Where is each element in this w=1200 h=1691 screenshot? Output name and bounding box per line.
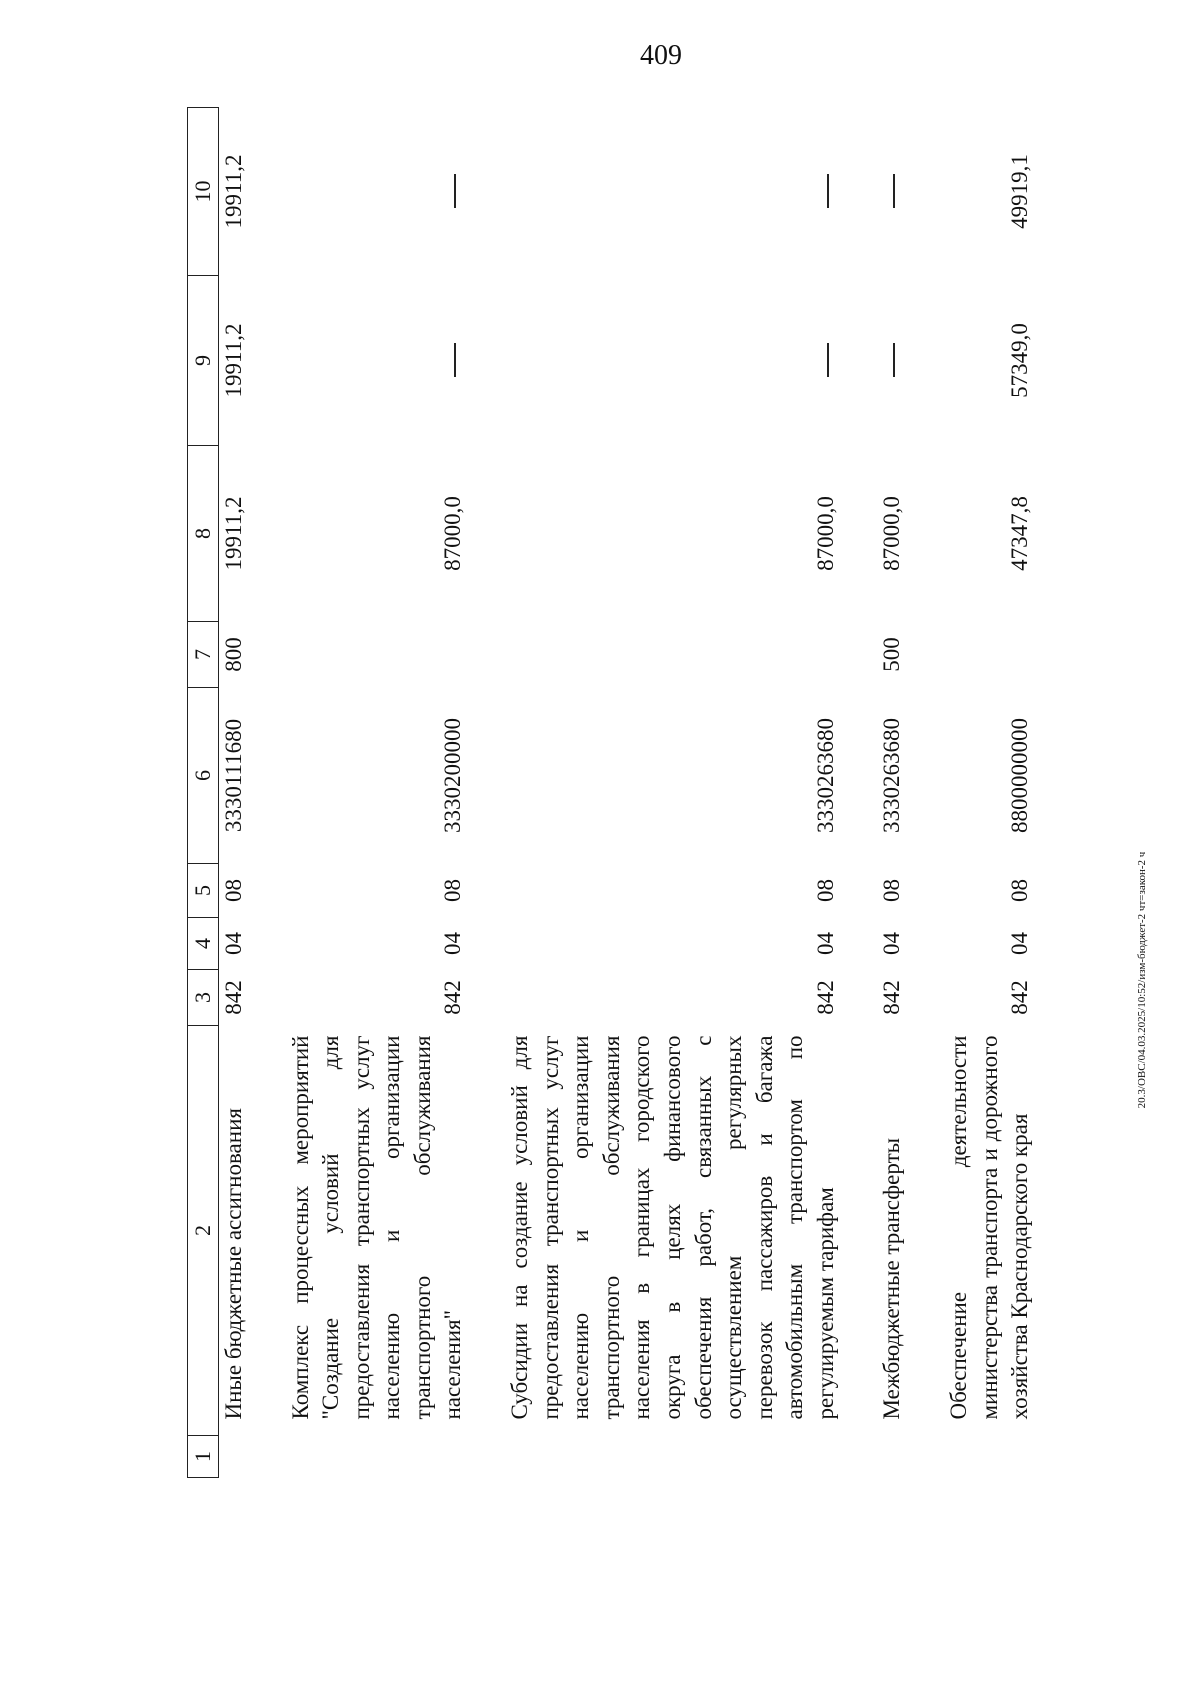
cell-type: 800 xyxy=(221,637,246,672)
cell-type: 500 xyxy=(879,637,905,672)
cell-subsection: 08 xyxy=(879,879,905,902)
cell-code: 842 xyxy=(879,980,905,1015)
cell-amount-3 xyxy=(877,108,914,276)
cell-target: 8800000000 xyxy=(1007,718,1033,833)
cell-amount-2: 19911,2 xyxy=(221,323,246,398)
row-name: Комплекс процессных мероприятий "Создание условий для предоставления транспортных услуг населению и организации транспортного обслуживания населения" xyxy=(287,1035,466,1420)
col-header-6: 6 xyxy=(188,688,219,864)
cell-section: 04 xyxy=(221,932,246,955)
dash-mark xyxy=(454,344,456,378)
row-name: Обеспечение деятельности министерства транспорта и дорожного хозяйства Краснодарского края xyxy=(945,1035,1033,1420)
cell-type xyxy=(944,622,1042,688)
row-name: Межбюджетные трансферты xyxy=(879,1137,905,1420)
cell-amount-1: 19911,2 xyxy=(221,496,246,571)
budget-table xyxy=(187,107,1042,1478)
dash-mark xyxy=(827,175,829,209)
cell-target: 3330263680 xyxy=(812,718,838,833)
col-header-5: 5 xyxy=(188,864,219,918)
cell-subsection: 08 xyxy=(221,879,246,902)
cell-section: 04 xyxy=(879,932,905,955)
dash-mark xyxy=(893,175,895,209)
cell-amount-2 xyxy=(505,276,847,446)
row-name: Субсидии на создание условий для предоставления транспортных услуг населению и организации транспортного обслуживания населения в границах городского округа в целях финансового обеспечения работ, связанных с осуществлением регулярных перевозок пассажиров и багажа автомобильным транспортом по регулируемым тарифам xyxy=(507,1035,838,1420)
cell-amount-2 xyxy=(877,276,914,446)
page-number: 409 xyxy=(640,40,682,71)
col-header-2: 2 xyxy=(188,1026,219,1436)
cell-target: 3330111680 xyxy=(221,718,246,833)
col-header-9: 9 xyxy=(188,276,219,446)
cell-amount-1: 87000,0 xyxy=(879,496,905,571)
col-header-4: 4 xyxy=(188,918,219,970)
col-header-7: 7 xyxy=(188,622,219,688)
cell-type xyxy=(505,622,847,688)
cell-code: 842 xyxy=(440,980,466,1015)
cell-amount-1: 87000,0 xyxy=(812,496,838,571)
cell-code: 842 xyxy=(221,980,246,1015)
cell-amount-3: 19911,2 xyxy=(221,154,246,229)
cell-amount-3 xyxy=(505,108,847,276)
cell-target: 3330263680 xyxy=(879,718,905,833)
dash-mark xyxy=(893,344,895,378)
cell-amount-1: 87000,0 xyxy=(440,496,466,571)
dash-mark xyxy=(827,344,829,378)
cell-amount-2 xyxy=(286,276,475,446)
cell-code: 842 xyxy=(1007,980,1033,1015)
cell-amount-2: 57349,0 xyxy=(1007,323,1033,398)
rotated-table-container xyxy=(187,108,1047,1478)
col-header-8: 8 xyxy=(188,446,219,622)
col-header-1: 1 xyxy=(188,1436,219,1478)
cell-amount-3 xyxy=(286,108,475,276)
cell-subsection: 08 xyxy=(812,879,838,902)
col-header-10: 10 xyxy=(188,108,219,276)
cell-subsection: 08 xyxy=(440,879,466,902)
table-row xyxy=(877,108,914,1478)
footer-code: 20.3/ОВС/04.03.2025/10:52/изм-бюджет-2 чт=закон-2 ч xyxy=(1136,851,1148,1109)
row-name: Иные бюджетные ассигнования xyxy=(221,1108,246,1420)
cell-subsection: 08 xyxy=(1007,879,1033,902)
cell-section: 04 xyxy=(440,932,466,955)
header-row xyxy=(188,108,219,1478)
cell-amount-1: 47347,8 xyxy=(1007,496,1033,571)
cell-section: 04 xyxy=(1007,932,1033,955)
cell-code: 842 xyxy=(812,980,838,1015)
table-row xyxy=(505,108,847,1478)
table-row xyxy=(944,108,1042,1478)
cell-target: 3330200000 xyxy=(440,718,466,833)
cell-amount-3: 49919,1 xyxy=(1007,154,1033,229)
col-header-3: 3 xyxy=(188,970,219,1026)
cell-type xyxy=(286,622,475,688)
cell-section: 04 xyxy=(812,932,838,955)
table-row xyxy=(219,108,256,1478)
dash-mark xyxy=(454,175,456,209)
table-row xyxy=(286,108,475,1478)
